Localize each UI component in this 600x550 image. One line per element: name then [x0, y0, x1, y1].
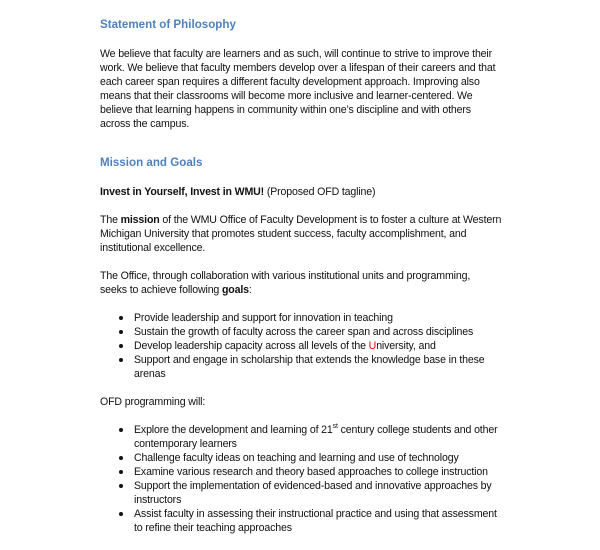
text-line: Support and engage in scholarship that extends the knowledge base in these: [134, 354, 485, 366]
tagline-note: (Proposed OFD tagline): [264, 186, 376, 198]
text: century college students and other: [337, 424, 498, 436]
list-item: Challenge faculty ideas on teaching and learning and use of technology: [100, 451, 570, 465]
text-line: Support the implementation of evidenced-based and innovative approaches by: [134, 480, 492, 492]
text: :: [248, 284, 252, 296]
text-line: work. We believe that faculty members develop over a lifespan of their careers and that: [100, 62, 496, 74]
list-item: Provide leadership and support for innovation in teaching: [100, 311, 570, 325]
list-item: [100, 507, 570, 535]
text: of the WMU Office of Faculty Development is to foster a culture at Western: [159, 214, 502, 226]
office-paragraph: [100, 269, 570, 297]
programming-list: [100, 423, 570, 535]
text-line: Michigan University that promotes student success, faculty accomplishment, and: [100, 228, 467, 240]
text-line: We believe that faculty are learners and as such, will continue to strive to improve their: [100, 48, 493, 60]
philosophy-paragraph: [100, 47, 570, 131]
text-line: arenas: [134, 368, 166, 380]
goals-bold: goals: [221, 284, 249, 296]
philosophy-heading: Statement of Philosophy: [100, 18, 236, 31]
text: Develop leadership capacity across all levels of the: [134, 340, 369, 352]
text-line: institutional excellence.: [100, 242, 206, 254]
text: niversity, and: [376, 340, 436, 352]
text-line: believe that learning happens in community within one’s discipline and with others: [100, 104, 471, 116]
text: Explore the development and learning of 21: [134, 424, 333, 436]
text-line: [100, 213, 570, 227]
highlighted-letter: U: [368, 340, 377, 352]
list-item: Sustain the growth of faculty across the career span and across disciplines: [100, 325, 570, 339]
tagline-bold: Invest in Yourself, Invest in WMU!: [100, 186, 265, 198]
list-item: [100, 353, 570, 381]
goals-list: [100, 311, 570, 381]
text-line: each career span requires a different faculty development approach. Improving also: [100, 76, 480, 88]
text-line: contemporary learners: [134, 438, 237, 450]
list-item: [100, 423, 570, 451]
text-line: to refine their teaching approaches: [134, 522, 292, 534]
text: The: [100, 214, 121, 226]
programming-intro: OFD programming will:: [100, 396, 206, 408]
text-line: The Office, through collaboration with various institutional units and programming,: [100, 270, 471, 282]
document-content: [100, 17, 570, 535]
mission-heading: Mission and Goals: [100, 156, 203, 169]
text: seeks to achieve following: [100, 284, 222, 296]
list-item: [100, 339, 570, 353]
mission-paragraph: [100, 213, 570, 255]
text-line: across the campus.: [100, 118, 190, 130]
text-line: [100, 283, 570, 297]
mission-bold: mission: [120, 214, 160, 226]
superscript: st: [332, 423, 338, 430]
text-line: means that their classrooms will become more inclusive and learner-centered. We: [100, 90, 473, 102]
list-item: [100, 479, 570, 507]
text-line: Assist faculty in assessing their instructional practice and using that assessment: [134, 508, 497, 520]
text-line: instructors: [134, 494, 182, 506]
list-item: Examine various research and theory based approaches to college instruction: [100, 465, 570, 479]
tagline: [100, 185, 570, 199]
text-line: [134, 423, 570, 437]
